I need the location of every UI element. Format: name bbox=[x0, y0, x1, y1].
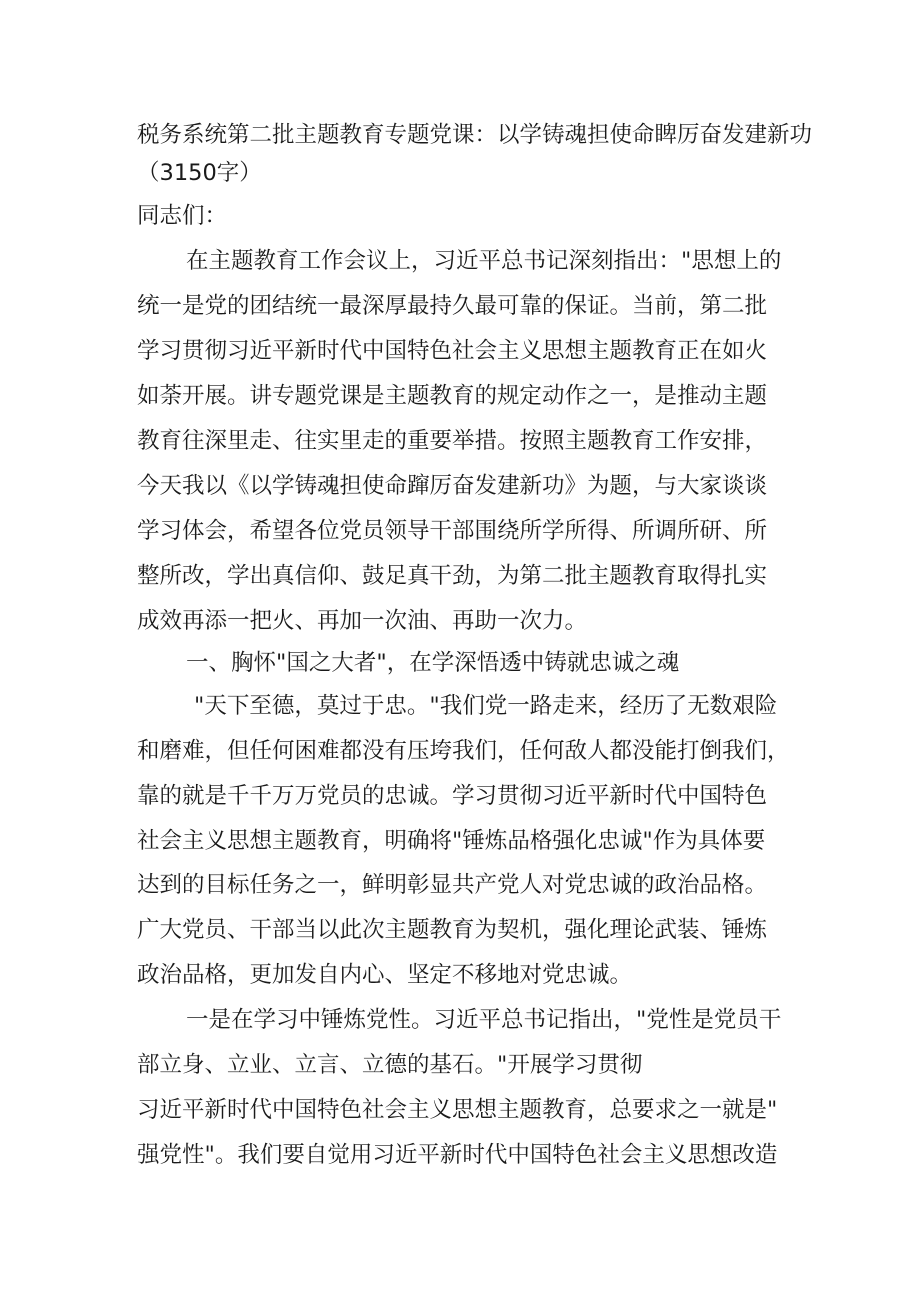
paragraph-line: 部立身、立业、立言、立德的基石。"开展学习贯彻 bbox=[137, 1052, 643, 1078]
section-heading: 一、胸怀"国之大者"，在学深悟透中铸就忠诚之魂 bbox=[186, 650, 680, 676]
paragraph-line: 靠的就是千千万万党员的忠诚。学习贯彻习近平新时代中国特色 bbox=[137, 783, 768, 809]
paragraph-line: 如荼开展。讲专题党课是主题教育的规定动作之一，是推动主题 bbox=[137, 383, 768, 409]
paragraph-line: "天下至德，莫过于忠。"我们党一路走来，经历了无数艰险 bbox=[194, 693, 778, 719]
paragraph-line: 广大党员、干部当以此次主题教育为契机，强化理论武装、锤炼 bbox=[137, 917, 768, 943]
document-title: 税务系统第二批主题教育专题党课：以学铸魂担使命睥厉奋发建新功（3150字） bbox=[137, 122, 813, 186]
paragraph-line: 社会主义思想主题教育，明确将"锤炼品格强化忠诚"作为具体要 bbox=[137, 828, 766, 854]
paragraph-line: 在主题教育工作会议上，习近平总书记深刻指出："思想上的 bbox=[186, 248, 782, 274]
paragraph-line: 整所改，学出真信仰、鼓足真干劲，为第二批主题教育取得扎实 bbox=[137, 563, 768, 589]
paragraph-line: 强党性"。我们要自觉用习近平新时代中国特色社会主义思想改造 bbox=[137, 1142, 778, 1168]
salutation: 同志们： bbox=[137, 203, 228, 229]
paragraph-line: 一是在学习中锤炼党性。习近平总书记指出，"党性是党员干 bbox=[186, 1007, 782, 1033]
paragraph-line: 和磨难，但任何困难都没有压垮我们，任何敌人都没能打倒我们， bbox=[137, 738, 790, 764]
paragraph-line: 习近平新时代中国特色社会主义思想主题教育，总要求之一就是" bbox=[137, 1097, 778, 1123]
paragraph-line: 学习体会，希望各位党员领导干部围绕所学所得、所调所研、所 bbox=[137, 518, 768, 544]
paragraph-line: 达到的目标任务之一，鲜明彰显共产党人对党忠诚的政治品格。 bbox=[137, 872, 768, 898]
paragraph-line: 政治品格，更加发自内心、坚定不移地对党忠诚。 bbox=[137, 962, 633, 988]
paragraph-line: 今天我以《以学铸魂担使命蹿厉奋发建新功》为题，与大家谈谈 bbox=[137, 473, 768, 499]
paragraph-line: 学习贯彻习近平新时代中国特色社会主义思想主题教育正在如火 bbox=[137, 338, 768, 364]
paragraph-line: 统一是党的团结统一最深厚最持久最可靠的保证。当前，第二批 bbox=[137, 293, 768, 319]
paragraph-line: 成效再添一把火、再加一次油、再助一次力。 bbox=[137, 608, 588, 634]
paragraph-line: 教育往深里走、往实里走的重要举措。按照主题教育工作安排， bbox=[137, 428, 768, 454]
